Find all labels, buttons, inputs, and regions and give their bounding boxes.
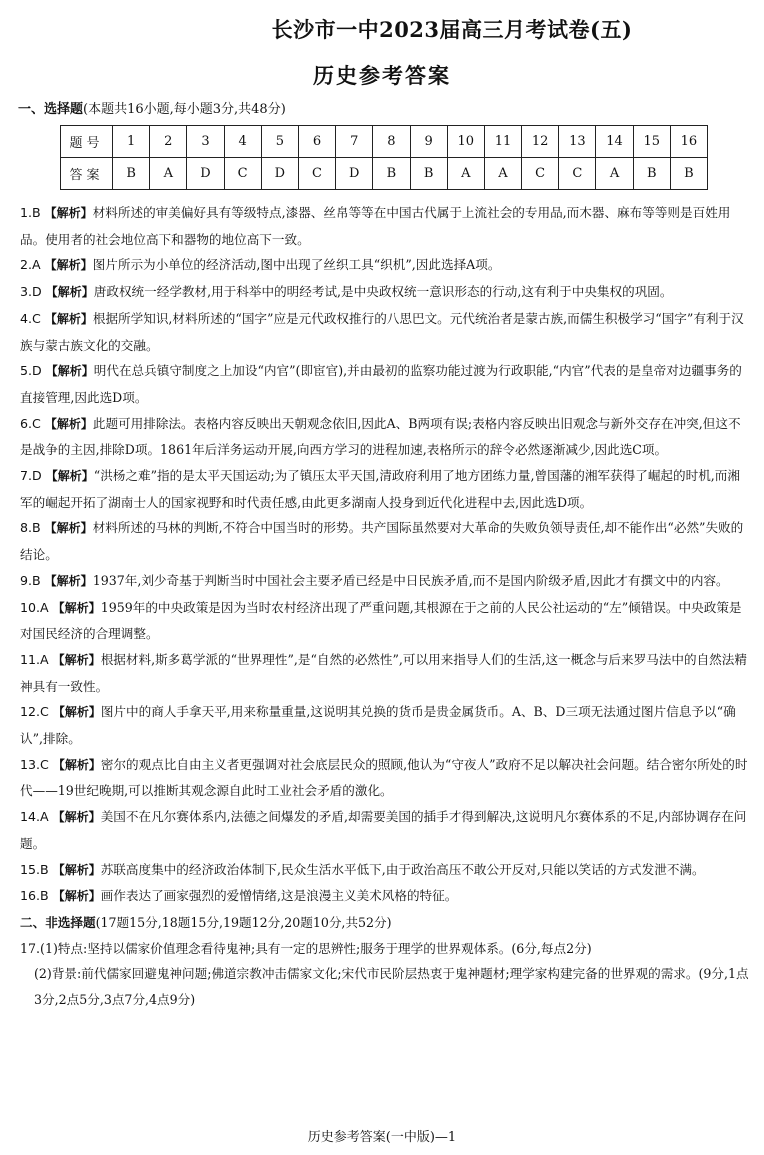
- analysis-tag: 【解析】: [52, 810, 101, 825]
- item-text: 材料所述的马林的判断,不符合中国当时的形势。共产国际虽然要对大革命的失败负领导责任,却不能作出“必然”失败的结论。: [20, 520, 744, 563]
- item-text: 根据材料,斯多葛学派的“世界理性”,是“自然的必然性”,可以用来指导人们的生活,这一概念与后来罗马法中的自然法精神具有一致性。: [20, 651, 747, 694]
- explanation-item: [18, 647, 750, 699]
- question-number-cell: 9: [410, 126, 447, 158]
- item-number: 5.D: [20, 363, 42, 379]
- analysis-tag: 【解析】: [44, 416, 93, 431]
- section2-heading: [18, 910, 750, 936]
- item-text: 美国不在凡尔赛体系内,法德之间爆发的矛盾,却需要美国的插手才得到解决,这说明凡尔赛体系的不足,内部协调存在问题。: [20, 809, 747, 851]
- question-number-cell: 8: [373, 126, 410, 158]
- item-text: 此题可用排除法。表格内容反映出天朝观念依旧,因此A、B两项有误;表格内容反映出旧观念与新外交存在冲突,但这不是战争的主因,排除D项。1861年后洋务运动开展,向西方学习的进程加速,表格所示的辞令必然逐渐减少,因此选C项。: [20, 415, 741, 458]
- answer-cell: D: [336, 158, 373, 190]
- item-text: 材料所述的审美偏好具有等级特点,漆器、丝帛等等在中国古代属于上流社会的专用品,而木器、麻布等等则是百姓用品。使用者的社会地位高下和器物的地位高下一致。: [20, 205, 731, 247]
- item-text: 图片中的商人手拿天平,用来称量重量,这说明其兑换的货币是贵金属货币。A、B、D三项无法通过图片信息予以“确认”,排除。: [20, 704, 736, 747]
- answer-cell: B: [670, 158, 707, 190]
- analysis-tag: 【解析】: [52, 705, 101, 720]
- answer-table: [60, 125, 708, 190]
- answer-cell: C: [522, 158, 559, 190]
- explanation-item: [18, 804, 750, 856]
- explanation-item: [18, 252, 750, 279]
- analysis-tag: 【解析】: [52, 889, 101, 904]
- explanation-item: [18, 752, 750, 804]
- item-number: 13.C: [20, 756, 49, 772]
- item-number: 2.A: [20, 257, 41, 273]
- item-number: 4.C: [20, 310, 41, 326]
- question-number-cell: 10: [447, 126, 484, 158]
- analysis-tag: 【解析】: [52, 757, 101, 772]
- question-number-cell: 15: [633, 126, 670, 158]
- item-text: 图片所示为小单位的经济活动,图中出现了丝织工具“织机”,因此选择A项。: [92, 257, 501, 273]
- explanation-item: [18, 411, 750, 463]
- item-text: 画作表达了画家强烈的爱憎情绪,这是浪漫主义美术风格的特征。: [100, 888, 458, 904]
- page-footer: 历史参考答案(一中版)—1: [307, 1130, 457, 1145]
- question-number-cell: 16: [670, 126, 707, 158]
- analysis-tag: 【解析】: [45, 469, 94, 484]
- answer-cell: A: [447, 158, 484, 190]
- answer-cell: C: [559, 158, 596, 190]
- question-number-cell: 14: [596, 126, 633, 158]
- explanation-item: [18, 358, 750, 410]
- analysis-tag: 【解析】: [52, 862, 101, 877]
- answer-cell: D: [187, 158, 224, 190]
- item-text: 苏联高度集中的经济政治体制下,民众生活水平低下,由于政治高压不敢公开反对,只能以笑话的方式发泄不满。: [100, 861, 705, 877]
- item-text: 明代在总兵镇守制度之上加设“内官”(即宦官),并由最初的监察功能过渡为行政职能,“内官”代表的是皇帝对边疆事务的直接管理,因此选D项。: [20, 363, 742, 405]
- section1-title: 一、选择题: [18, 102, 84, 117]
- explanation-item: [18, 306, 750, 358]
- q17-part2: (2)背景:前代儒家回避鬼神问题;佛道宗教冲击儒家文化;宋代市民阶层热衷于鬼神题材;理学家构建完备的世界观的需求。(9分,1点3分,2点5分,3点7分,4点9分): [34, 966, 749, 1008]
- item-number: 3.D: [20, 284, 42, 300]
- analysis-tag: 【解析】: [44, 258, 93, 273]
- question-number-cell: 13: [559, 126, 596, 158]
- item-number: 6.C: [20, 415, 41, 431]
- analysis-tag: 【解析】: [52, 600, 101, 615]
- answer-cell: B: [410, 158, 447, 190]
- section2-title: 二、非选择题: [20, 914, 96, 930]
- document-title: 长沙市一中2023届高三月考试卷(五): [271, 17, 633, 42]
- question-number-cell: 12: [522, 126, 559, 158]
- explanation-item: [18, 463, 750, 515]
- question-number-cell: 6: [298, 126, 335, 158]
- item-number: 8.B: [20, 520, 41, 536]
- answer-table-header-number: 题号: [61, 126, 113, 158]
- answer-cell: A: [484, 158, 521, 190]
- answer-cell: A: [596, 158, 633, 190]
- analysis-tag: 【解析】: [44, 521, 93, 536]
- explanation-item: [18, 200, 750, 252]
- analysis-tag: 【解析】: [44, 206, 93, 220]
- item-number: 15.B: [20, 861, 49, 877]
- section2-note: (17题15分,18题15分,19题12分,20题10分,共52分): [95, 914, 392, 930]
- analysis-tag: 【解析】: [45, 364, 94, 379]
- question-number-cell: 1: [113, 126, 150, 158]
- item-number: 1.B: [20, 205, 41, 220]
- analysis-tag: 【解析】: [52, 652, 101, 667]
- question-number-cell: 7: [336, 126, 373, 158]
- question-number-cell: 11: [484, 126, 521, 158]
- analysis-tag: 【解析】: [45, 285, 94, 300]
- explanation-item: [18, 279, 750, 306]
- question-number-cell: 4: [224, 126, 261, 158]
- item-text: 唐政权统一经学教材,用于科举中的明经考试,是中央政权统一意识形态的行动,这有利于中央集权的巩固。: [93, 284, 673, 300]
- answer-cell: B: [113, 158, 150, 190]
- analysis-tag: 【解析】: [44, 311, 93, 326]
- document-subtitle: 历史参考答案: [313, 63, 451, 88]
- question-number-cell: 3: [187, 126, 224, 158]
- item-number: 16.B: [20, 888, 49, 904]
- item-number: 7.D: [20, 468, 42, 484]
- item-number: 10.A: [20, 599, 49, 615]
- answer-cell: C: [298, 158, 335, 190]
- question-number-cell: 5: [261, 126, 298, 158]
- answer-cell: D: [261, 158, 298, 190]
- answer-table-header-answer: 答案: [61, 158, 113, 190]
- answer-cell: A: [150, 158, 187, 190]
- explanation-item: [18, 699, 750, 751]
- explanation-item: [18, 568, 750, 595]
- item-text: 1937年,刘少奇基于判断当时中国社会主要矛盾已经是中日民族矛盾,而不是国内阶级矛盾,因此才有撰文中的内容。: [92, 572, 729, 588]
- item-text: 1959年的中央政策是因为当时农村经济出现了严重问题,其根源在于之前的人民公社运动的“左”倾错误。中央政策是对国民经济的合理调整。: [20, 599, 742, 642]
- item-number: 14.A: [20, 809, 49, 825]
- explanation-item: [18, 595, 750, 647]
- item-text: 根据所学知识,材料所述的“国字”应是元代政权推行的八思巴文。元代统治者是蒙古族,而儒生积极学习“国字”有利于汉族与蒙古族文化的交融。: [20, 310, 744, 353]
- answer-table-row-answers: [61, 158, 708, 190]
- answer-cell: B: [633, 158, 670, 190]
- answer-cell: C: [224, 158, 261, 190]
- q17-part1: 17.(1)特点:坚持以儒家价值理念看待鬼神;具有一定的思辨性;服务于理学的世界观体系。(6分,每点2分): [20, 940, 592, 956]
- item-number: 11.A: [20, 651, 49, 667]
- item-text: “洪杨之难”指的是太平天国运动;为了镇压太平天国,清政府利用了地方团练力量,曾国藩的湘军获得了崛起的时机,而湘军的崛起开拓了湖南士人的国家视野和时代责任感,由此更多湖南人投身到近代化进程中去,因此选D项。: [20, 468, 740, 510]
- section1-heading: [18, 98, 286, 117]
- explanation-item: [18, 515, 750, 567]
- explanation-list: [18, 200, 750, 910]
- item-number: 9.B: [20, 572, 41, 588]
- item-text: 密尔的观点比自由主义者更强调对社会底层民众的照顾,他认为“守夜人”政府不足以解决社会问题。结合密尔所处的时代——19世纪晚期,可以推断其观念源自此时工业社会矛盾的激化。: [20, 756, 748, 799]
- item-number: 12.C: [20, 704, 49, 720]
- answer-table-row-numbers: [61, 126, 708, 158]
- section1-note: (本题共16小题,每小题3分,共48分): [83, 102, 286, 117]
- explanations: [18, 200, 750, 1013]
- analysis-tag: 【解析】: [44, 573, 93, 588]
- explanation-item: [18, 857, 750, 884]
- explanation-item: [18, 883, 750, 910]
- question-number-cell: 2: [150, 126, 187, 158]
- answer-cell: B: [373, 158, 410, 190]
